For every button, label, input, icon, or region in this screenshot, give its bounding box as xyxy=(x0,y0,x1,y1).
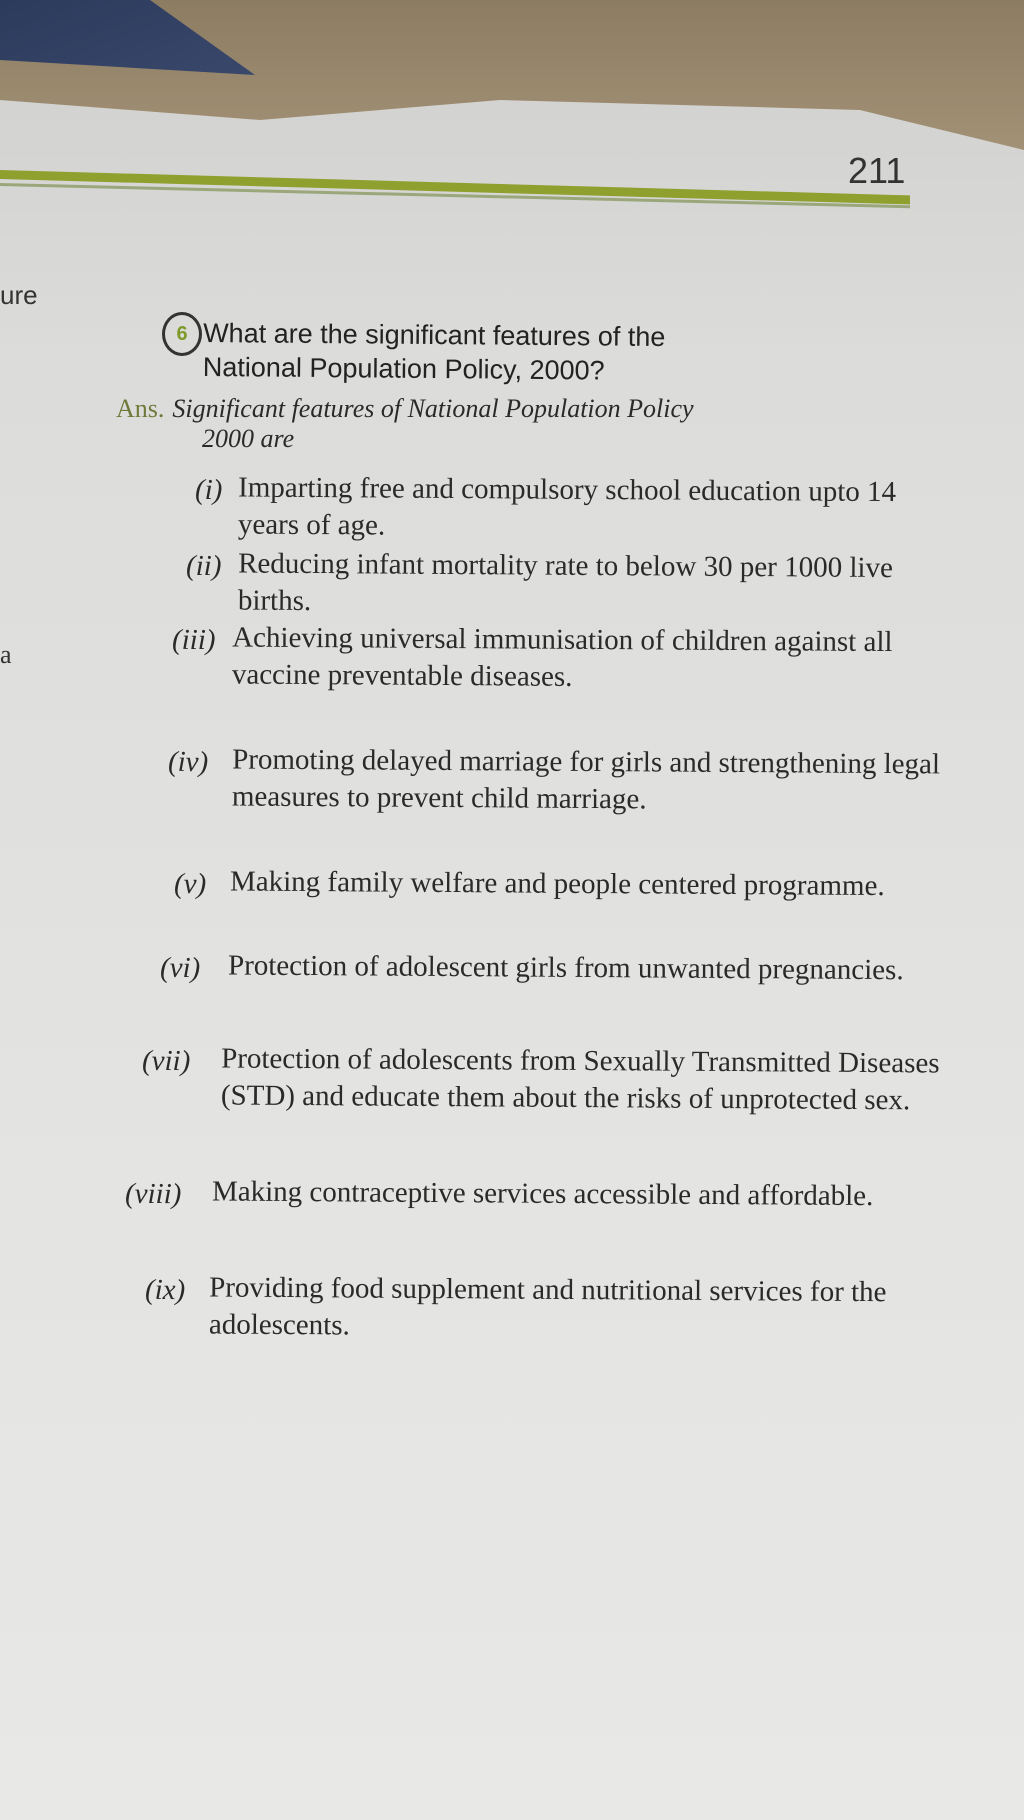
list-item: Making contraceptive services accessible and affordable. xyxy=(211,1175,874,1213)
question-line: National Population Policy, 2000? xyxy=(202,351,605,386)
list-item: Achieving universal immunisation of children against all vaccine preventable diseases. xyxy=(231,621,893,693)
answer-intro-line: Significant features of National Population Policy xyxy=(172,394,694,423)
list-item: Promoting delayed marriage for girls and strengthening legal measures to prevent child marriage. xyxy=(231,743,941,816)
list-item: Reducing infant mortality rate to below 30 per 1000 live births. xyxy=(237,547,894,617)
answer-intro xyxy=(116,394,694,454)
answer-intro-line: 2000 are xyxy=(202,424,295,453)
page-number: 211 xyxy=(848,150,906,191)
list-item: Protection of adolescent girls from unwanted pregnancies. xyxy=(227,949,904,987)
list-item-label: (viii) xyxy=(124,1177,182,1211)
question-number: 6 xyxy=(162,312,202,356)
list-item: Protection of adolescents from Sexually Transmitted Diseases (STD) and educate them about the risks of unprotected sex. xyxy=(220,1042,940,1117)
list-item-label: (ix) xyxy=(144,1273,186,1307)
list-item: Making family welfare and people centered programme. xyxy=(229,865,885,903)
question-line: What are the significant features of the xyxy=(203,317,666,353)
margin-fragment: a xyxy=(0,640,12,669)
list-item-label: (i) xyxy=(194,473,223,507)
list-item-label: (vii) xyxy=(141,1044,191,1078)
answer-label: Ans. xyxy=(116,394,165,423)
question xyxy=(203,316,666,388)
list-item-label: (iv) xyxy=(167,745,209,779)
list-item: Providing food supplement and nutritional services for the adolescents. xyxy=(208,1271,887,1342)
list-item-label: (ii) xyxy=(185,549,222,583)
list-item-label: (iii) xyxy=(171,623,216,657)
list-item: Imparting free and compulsory school education upto 14 years of age. xyxy=(237,471,897,542)
list-item-label: (v) xyxy=(173,867,207,901)
list-item-label: (vi) xyxy=(159,951,201,985)
margin-fragment: ure xyxy=(0,280,38,310)
